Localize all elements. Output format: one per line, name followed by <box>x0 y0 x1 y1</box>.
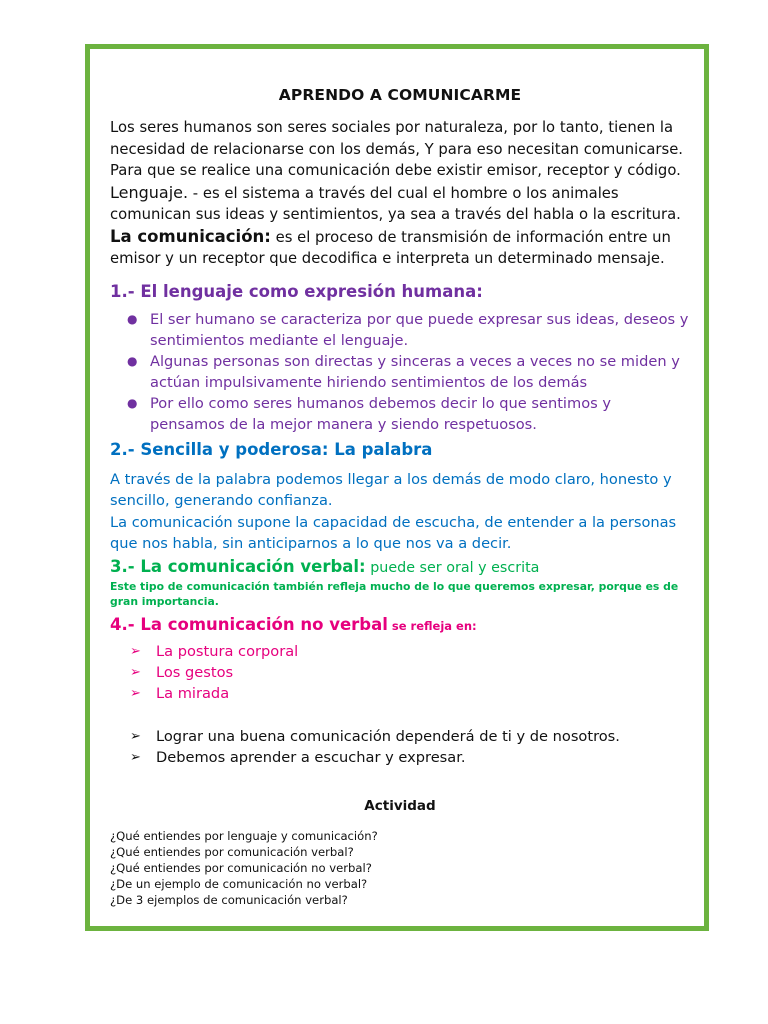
question-item: ¿De un ejemplo de comunicación no verbal? <box>110 876 368 891</box>
bullet-icon: ● <box>127 395 138 410</box>
arrow-bullet-icon: ➢ <box>130 643 141 659</box>
comunicacion-definition: es el proceso de transmisión de información entre un emisor y un receptor que decodifica e interpreta un determinado mensaje. <box>110 228 671 267</box>
section2-paragraph-1: A través de la palabra podemos llegar a los demás de modo claro, honesto y sencillo, generando confianza. <box>110 470 672 509</box>
section1-heading: 1.- El lenguaje como expresión humana: <box>110 281 483 301</box>
lenguaje-definition: - es el sistema a través del cual el hombre o los animales comunican sus ideas y sentimientos, ya sea a través del habla o la escritura. <box>110 184 681 223</box>
bullet-icon: ● <box>127 311 138 326</box>
conclusions-list <box>110 726 690 768</box>
arrow-bullet-icon: ➢ <box>130 664 141 680</box>
activity-questions <box>110 828 690 908</box>
section2-paragraph-2: La comunicación supone la capacidad de escucha, de entender a la personas que nos habla, sin anticiparnos a lo que nos va a decir. <box>110 513 677 552</box>
comunicacion-term: La comunicación: <box>110 226 271 246</box>
question-item: ¿Qué entiendes por comunicación no verbal? <box>110 860 372 875</box>
question-item: ¿Qué entiendes por lenguaje y comunicación? <box>110 828 378 843</box>
question-item: ¿Qué entiendes por comunicación verbal? <box>110 844 354 859</box>
question-item: ¿De 3 ejemplos de comunicación verbal? <box>110 892 348 907</box>
list-item: ➢ La mirada <box>130 684 230 702</box>
section1-list <box>110 309 690 435</box>
activity-title: Actividad <box>364 797 436 814</box>
bullet-icon: ● <box>127 353 138 368</box>
section3-note: Este tipo de comunicación también refleja mucho de lo que queremos expresar, porque es de gran importancia. <box>110 579 679 608</box>
arrow-bullet-icon: ➢ <box>130 685 141 701</box>
list-item: ● Por ello como seres humanos debemos decir lo que sentimos y pensamos de la mejor manera y siendo respetuosos. <box>127 394 612 433</box>
list-item: ● Algunas personas son directas y sinceras a veces a veces no se miden y actúan impulsivamente hiriendo sentimientos de los demás <box>127 352 680 391</box>
section3-heading: 3.- La comunicación verbal: puede ser oral y escrita <box>110 556 540 576</box>
list-item: ➢ Debemos aprender a escuchar y expresar. <box>130 748 466 766</box>
section4-heading: 4.- La comunicación no verbal se refleja en: <box>110 614 477 634</box>
list-item: ● El ser humano se caracteriza por que puede expresar sus ideas, deseos y sentimientos mediante el lenguaje. <box>127 310 689 349</box>
list-item: ➢ La postura corporal <box>130 642 299 660</box>
arrow-bullet-icon: ➢ <box>130 749 141 765</box>
worksheet-content <box>110 86 690 908</box>
section4-list <box>110 641 690 704</box>
intro-text <box>110 117 690 270</box>
lenguaje-term: Lenguaje. <box>110 182 189 202</box>
section2-text <box>110 469 690 555</box>
intro-paragraph: Los seres humanos son seres sociales por naturaleza, por lo tanto, tienen la necesidad de relacionarse con los demás, Y para eso necesitan comunicarse. Para que se realice una comunicación debe existir emisor, receptor y código. <box>110 119 684 179</box>
list-item: ➢ Los gestos <box>130 663 234 681</box>
page-title: APRENDO A COMUNICARME <box>278 86 522 104</box>
arrow-bullet-icon: ➢ <box>130 728 141 744</box>
list-item: ➢ Lograr una buena comunicación dependerá de ti y de nosotros. <box>130 727 620 745</box>
section2-heading: 2.- Sencilla y poderosa: La palabra <box>110 439 433 459</box>
